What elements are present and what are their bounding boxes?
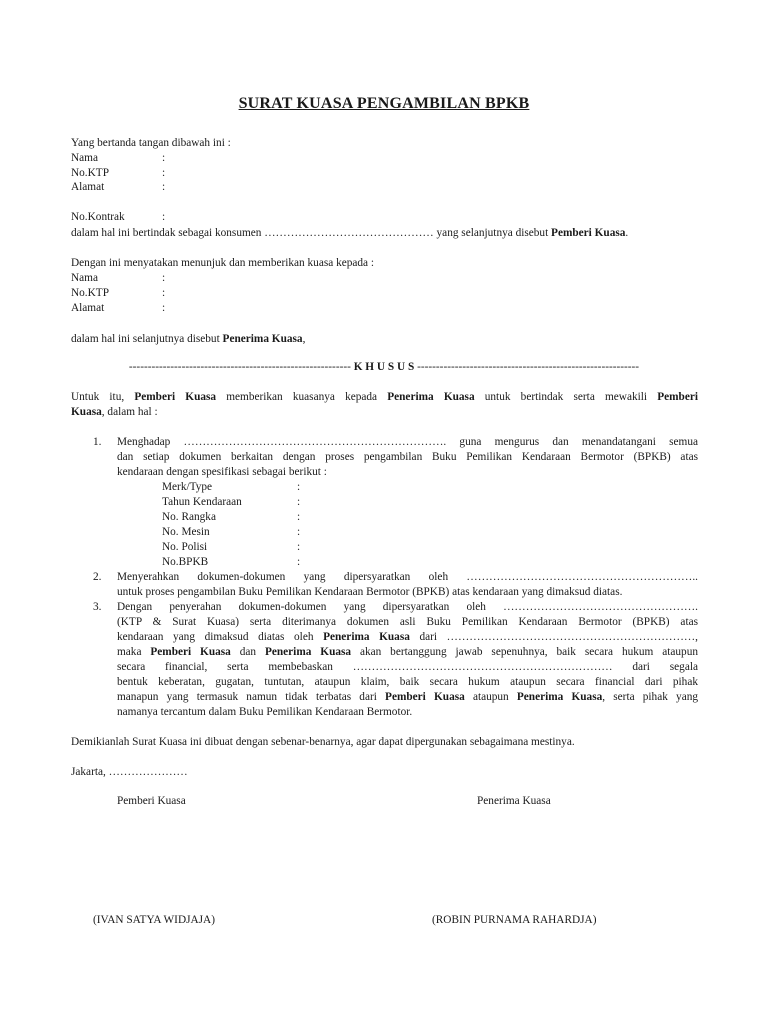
item-3-number: 3. <box>93 601 102 613</box>
appoint-intro: Dengan ini menyatakan menunjuk dan memberikan kuasa kepada : <box>71 257 375 269</box>
first-ktp-colon: : <box>162 167 166 179</box>
item-3-line-2: (KTP & Surat Kuasa) serta diterimanya dokumen asli Buku Pemilikan Kendaraan Bermotor (BPKB) atas <box>117 616 698 628</box>
spec-mesin-label: No. Mesin <box>162 526 210 538</box>
item-3-line-8: namanya tercantum dalam Buku Pemilikan Kendaraan Bermotor. <box>117 706 413 718</box>
giver-signature-label: Pemberi Kuasa <box>117 795 186 807</box>
first-alamat-colon: : <box>162 181 166 193</box>
kontrak-colon: : <box>162 211 166 223</box>
item-2-line-2: untuk proses pengambilan Buku Pemilikan Kendaraan Bermotor (BPKB) atas kendaraan yang dimaksud diatas. <box>117 586 623 598</box>
closing-statement: Demikianlah Surat Kuasa ini dibuat dengan sebenar-benarnya, agar dapat dipergunakan sebagaimana mestinya. <box>71 736 575 748</box>
spec-merk-colon: : <box>297 481 301 493</box>
giver-signature-name: (IVAN SATYA WIDJAJA) <box>93 914 215 926</box>
item-2-number: 2. <box>93 571 102 583</box>
scope-line-2: Kuasa, dalam hal : <box>71 406 158 418</box>
second-role-sentence: dalam hal ini selanjutnya disebut Penerima Kuasa, <box>71 333 306 345</box>
item-2-line-1: Menyerahkan dokumen-dokumen yang dipersyaratkan oleh …………………………………………………….. <box>117 571 698 583</box>
item-3-line-4: maka Pemberi Kuasa dan Penerima Kuasa akan bertanggung jawab sepenuhnya, baik secara hukum ataupun <box>117 646 698 658</box>
spec-merk-label: Merk/Type <box>162 481 213 493</box>
second-nama-label: Nama <box>71 272 98 284</box>
first-role-sentence: dalam hal ini bertindak sebagai konsumen ……………………………………… yang selanjutnya disebut Pemberi Kuasa. <box>71 227 629 239</box>
intro-line: Yang bertanda tangan dibawah ini : <box>71 137 231 149</box>
item-3-line-1: Dengan penyerahan dokumen-dokumen yang dipersyaratkan oleh ……………………………………………. <box>117 601 698 613</box>
receiver-signature-name: (ROBIN PURNAMA RAHARDJA) <box>432 914 597 926</box>
spec-mesin-colon: : <box>297 526 301 538</box>
second-nama-colon: : <box>162 272 166 284</box>
place-date: Jakarta, ………………… <box>71 766 188 778</box>
first-alamat-label: Alamat <box>71 181 105 193</box>
first-nama-colon: : <box>162 152 166 164</box>
spec-bpkb-label: No.BPKB <box>162 556 209 568</box>
spec-polisi-colon: : <box>297 541 301 553</box>
item-1-line-1: Menghadap ……………………………………………………………. guna mengurus dan menandatangani semua <box>117 436 698 448</box>
spec-tahun-label: Tahun Kendaraan <box>162 496 242 508</box>
document-title: SURAT KUASA PENGAMBILAN BPKB <box>238 95 530 112</box>
second-alamat-label: Alamat <box>71 302 105 314</box>
item-1-line-3: kendaraan dengan spesifikasi sebagai berikut : <box>117 466 327 478</box>
second-ktp-label: No.KTP <box>71 287 109 299</box>
item-1-line-2: dan setiap dokumen berkaitan dengan proses pengambilan Buku Pemilikan Kendaraan Bermotor (BPKB) atas <box>117 451 698 463</box>
receiver-signature-label: Penerima Kuasa <box>477 795 551 807</box>
item-3-line-7: manapun yang termasuk namun tidak terbatas dari Pemberi Kuasa ataupun Penerima Kuasa, serta pihak yang <box>117 691 698 703</box>
khusus-separator: ----------------------------------------------------------- K H U S U S ----------------------------------------------------------- <box>128 361 640 373</box>
spec-rangka-colon: : <box>297 511 301 523</box>
scope-line-1: Untuk itu, Pemberi Kuasa memberikan kuasanya kepada Penerima Kuasa untuk bertindak serta mewakili Pemberi <box>71 391 698 403</box>
spec-polisi-label: No. Polisi <box>162 541 208 553</box>
spec-tahun-colon: : <box>297 496 301 508</box>
item-3-line-3: kendaraan yang dimaksud diatas oleh Penerima Kuasa dari …………………………………………………………, <box>117 631 699 643</box>
first-nama-label: Nama <box>71 152 98 164</box>
second-alamat-colon: : <box>162 302 166 314</box>
item-3-line-5: secara financial, serta membebaskan …………………………………………………………… dari segala <box>117 661 698 673</box>
second-ktp-colon: : <box>162 287 166 299</box>
spec-bpkb-colon: : <box>297 556 301 568</box>
item-1-number: 1. <box>93 436 102 448</box>
kontrak-label: No.Kontrak <box>71 211 125 223</box>
spec-rangka-label: No. Rangka <box>162 511 216 523</box>
item-3-line-6: bentuk keberatan, gugatan, tuntutan, ataupun klaim, baik secara hukum ataupun secara financial dari pihak <box>117 676 698 688</box>
first-ktp-label: No.KTP <box>71 167 109 179</box>
